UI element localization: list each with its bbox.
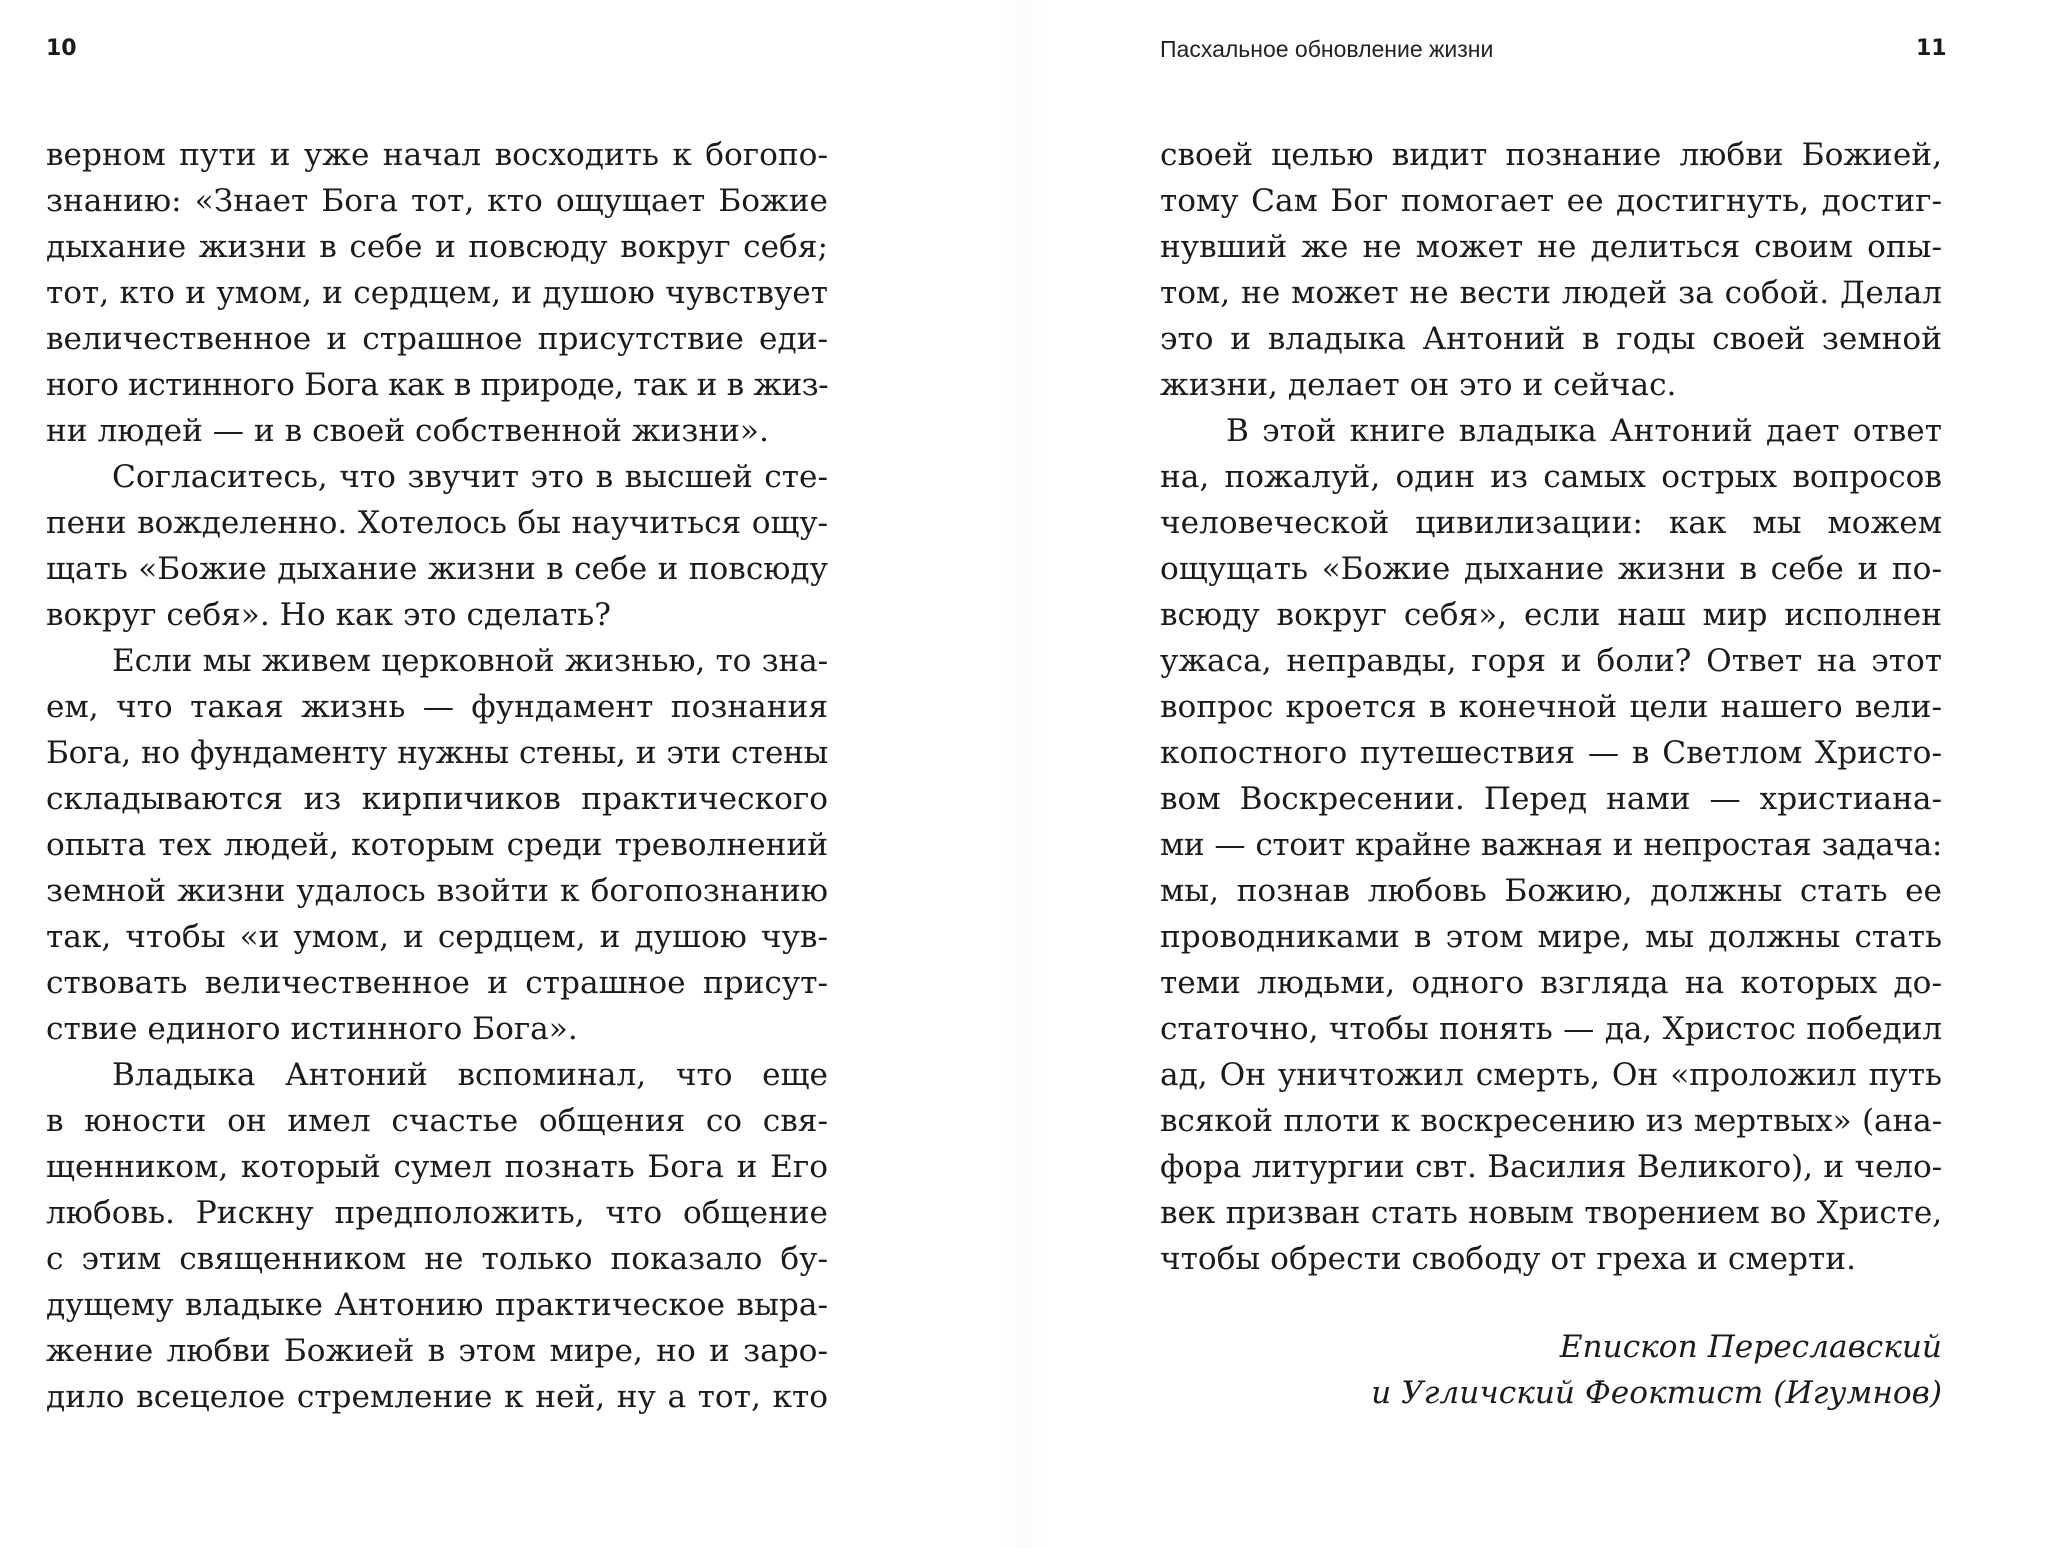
text-line: жизни, делает он это и сейчас. [1160,367,1677,403]
text-line: на, пожалуй, один из самых острых вопросов [1160,459,1942,495]
text-line: ного истинного Бога как в природе, так и в жиз- [46,367,828,403]
text-line: ощущать «Божие дыхание жизни в себе и по- [1160,551,1942,587]
text-line: человеческой цивилизации: как мы можем [1160,505,1942,541]
text-line: ни людей — и в своей собственной жизни». [46,413,769,449]
page-number-right: 11 [1916,36,1947,61]
text-line: тому Сам Бог помогает ее достигнуть, достиг- [1160,183,1942,219]
right-page-body-text [1160,132,1942,1282]
text-line: мы, познав любовь Божию, должны стать ее [1160,873,1942,909]
text-line: величественное и страшное присутствие еди- [46,321,828,357]
text-line: так, чтобы «и умом, и сердцем, и душою чув- [46,919,828,955]
text-line: ствие единого истинного Бога». [46,1011,578,1047]
text-line: вопрос кроется в конечной цели нашего вели- [1160,689,1942,725]
text-line: щать «Божие дыхание жизни в себе и повсюду [46,551,828,587]
text-line: фора литургии свт. Василия Великого), и чело- [1160,1149,1942,1185]
text-line: складываются из кирпичиков практического [46,781,828,817]
author-signature [1160,1324,1942,1416]
text-line: ми — стоит крайне важная и непростая задача: [1160,827,1942,863]
text-line: верном пути и уже начал восходить к богопо- [46,137,828,173]
text-line: пени вожделенно. Хотелось бы научиться ощу- [46,505,828,541]
signature-line-1: Епископ Переславский [1559,1329,1942,1365]
text-line: земной жизни удалось взойти к богопознанию [46,873,828,909]
right-page [1024,0,2048,1548]
text-line: теми людьми, одного взгляда на которых до- [1160,965,1942,1001]
text-line: Владыка Антоний вспоминал, что еще [112,1057,828,1093]
text-line: дило всецелое стремление к ней, ну а тот, кто [46,1379,828,1415]
text-line: В этой книге владыка Антоний дает ответ [1226,413,1942,449]
text-line: том, не может не вести людей за собой. Делал [1160,275,1942,311]
text-line: в юности он имел счастье общения со свя- [46,1103,828,1139]
text-line: век призван стать новым творением во Христе, [1160,1195,1942,1231]
text-line: ужаса, неправды, горя и боли? Ответ на этот [1160,643,1942,679]
text-line: всякой плоти к воскресению из мертвых» (ана- [1160,1103,1942,1139]
text-line: с этим священником не только показало бу- [46,1241,828,1277]
text-line: дыхание жизни в себе и повсюду вокруг себя; [46,229,828,265]
text-line: своей целью видит познание любви Божией, [1160,137,1942,173]
text-line: Если мы живем церковной жизнью, то зна- [112,643,828,679]
text-line: статочно, чтобы понять — да, Христос победил [1160,1011,1942,1047]
page-number-left: 10 [46,36,77,61]
text-line: щенником, который сумел познать Бога и Его [46,1149,828,1185]
left-page-body-text [46,132,828,1420]
text-line: это и владыка Антоний в годы своей земной [1160,321,1942,357]
text-line: копостного путешествия — в Светлом Христо- [1160,735,1942,771]
text-line: опыта тех людей, которым среди треволнений [46,827,828,863]
signature-line-2: и Угличский Феоктист (Игумнов) [1371,1375,1942,1411]
text-line: ад, Он уничтожил смерть, Он «проложил путь [1160,1057,1942,1093]
running-head: Пасхальное обновление жизни [1160,36,1494,62]
text-line: жение любви Божией в этом мире, но и заро- [46,1333,828,1369]
text-line: всюду вокруг себя», если наш мир исполнен [1160,597,1942,633]
text-line: дущему владыке Антонию практическое выра- [46,1287,828,1323]
text-line: ем, что такая жизнь — фундамент познания [46,689,828,725]
text-line: проводниками в этом мире, мы должны стать [1160,919,1942,955]
text-line: нувший же не может не делиться своим опы- [1160,229,1942,265]
text-line: Согласитесь, что звучит это в высшей сте- [112,459,828,495]
text-line: Бога, но фундаменту нужны стены, и эти стены [46,735,828,771]
text-line: чтобы обрести свободу от греха и смерти. [1160,1241,1856,1277]
text-line: любовь. Рискну предположить, что общение [46,1195,828,1231]
text-line: знанию: «Знает Бога тот, кто ощущает Божие [46,183,828,219]
text-line: вокруг себя». Но как это сделать? [46,597,611,633]
text-line: тот, кто и умом, и сердцем, и душою чувствует [46,275,828,311]
text-line: вом Воскресении. Перед нами — христиана- [1160,781,1942,817]
text-line: ствовать величественное и страшное присут- [46,965,828,1001]
